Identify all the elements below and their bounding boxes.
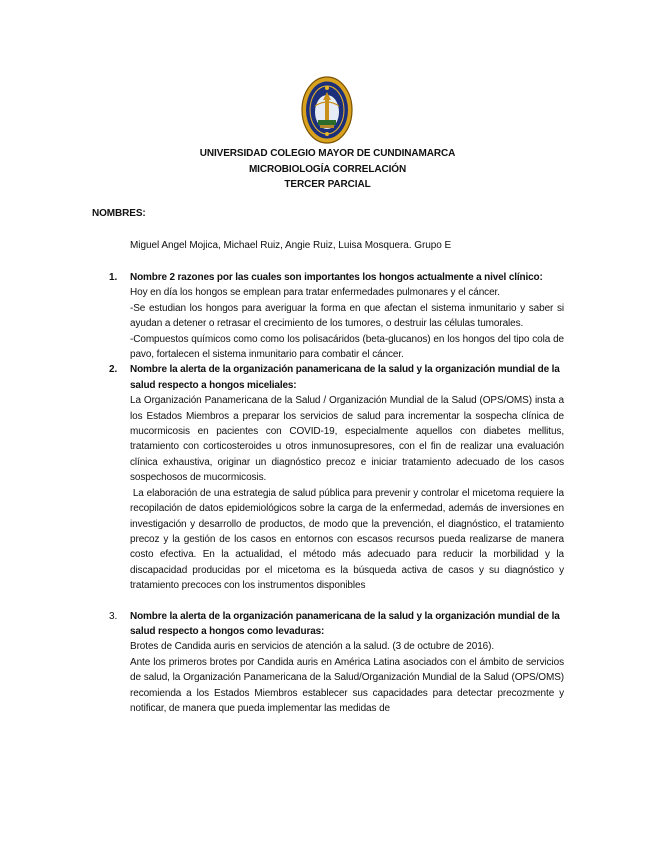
answer-paragraph: Hoy en día los hongos se emplean para tratar enfermedades pulmonares y el cáncer. [130, 287, 500, 299]
group-members: Miguel Angel Mojica, Michael Ruiz, Angie Ruiz, Luisa Mosquera. Grupo E [130, 240, 452, 251]
spacer [130, 594, 564, 609]
document-header [0, 146, 655, 193]
answer-paragraph: La elaboración de una estrategia de salud pública para prevenir y controlar el micetoma requiere la recopilación de datos epidemiológicos sobre la carga de la enfermedad, además de inversiones en investigación y desarrollo de productos, de modo que la prevención, el diagnóstico, el tratamiento precoz y la gestión de los casos en entornos con escasos recursos pueda realizarse de manera costo efectiva. En la actualidad, el método más adecuado para reducir la morbilidad y la discapacidad producidas por el micetoma es la búsqueda activa de casos y su diagnóstico y tratamiento precoces con los instrumentos disponibles [130, 487, 567, 592]
names-label: NOMBRES: [92, 208, 146, 219]
answer-paragraph: Ante los primeros brotes por Candida auris en América Latina asociados con el ámbito de servicios de salud, la Organización Panamericana de la Salud/Organización Mundial de la Salud (OPS/OMS) recomienda a los Estados Miembros establecer sus capacidades para detectar precozmente y notificar, de manera que pueda implementar las medidas de [130, 656, 564, 714]
question-3 [109, 609, 564, 717]
question-title: Nombre 2 razones por las cuales son importantes los hongos actualmente a nivel clínico: [130, 272, 543, 283]
exam-name: TERCER PARCIAL [284, 179, 371, 190]
answer-paragraph: La Organización Panamericana de la Salud / Organización Mundial de la Salud (OPS/OMS) insta a los Estados Miembros a preparar los servicios de salud para incrementar la sospecha clínica de mucormicosis en pacientes con COVID-19, especialmente aquellos con diabetes mellitus, tratamiento con corticosteroides u otros inmunosupresores, con el fin de realizar una evaluación clínica exhaustiva, originar un diagnóstico precoz e iniciar tratamiento adecuado de los casos sospechosos de mucormicosis. [130, 395, 564, 484]
question-2 [109, 362, 567, 593]
answer-paragraph: -Se estudian los hongos para averiguar la forma en que afectan el sistema inmunitario y saber si ayudan a detener o retrasar el crecimiento de los tumores, o destruir las células tumorales. [130, 302, 564, 330]
question-title: Nombre la alerta de la organización panamericana de la salud y la organización mundial de la salud respecto a hongos como levaduras: [130, 610, 560, 637]
question-number: 1. [109, 272, 118, 283]
answer-paragraph: -Compuestos químicos como como los polisacáridos (beta-glucanos) en los hongos del tipo cola de pavo, fortalecen el sistema inmunitario para combatir el cáncer. [130, 333, 564, 361]
course-name: MICROBIOLOGÍA CORRELACIÓN [248, 163, 407, 175]
question-title: Nombre la alerta de la organización panamericana de la salud y la organización mundial de la salud respecto a hongos miceliales: [130, 364, 560, 391]
university-seal-logo [301, 76, 353, 144]
question-number: 3. [109, 610, 118, 622]
answer-paragraph: Brotes de Candida auris en servicios de atención a la salud. (3 de octubre de 2016). [130, 641, 495, 653]
question-number: 2. [109, 364, 118, 376]
question-list [109, 270, 567, 716]
question-1 [109, 270, 564, 362]
university-name: UNIVERSIDAD COLEGIO MAYOR DE CUNDINAMARCA [199, 148, 456, 159]
